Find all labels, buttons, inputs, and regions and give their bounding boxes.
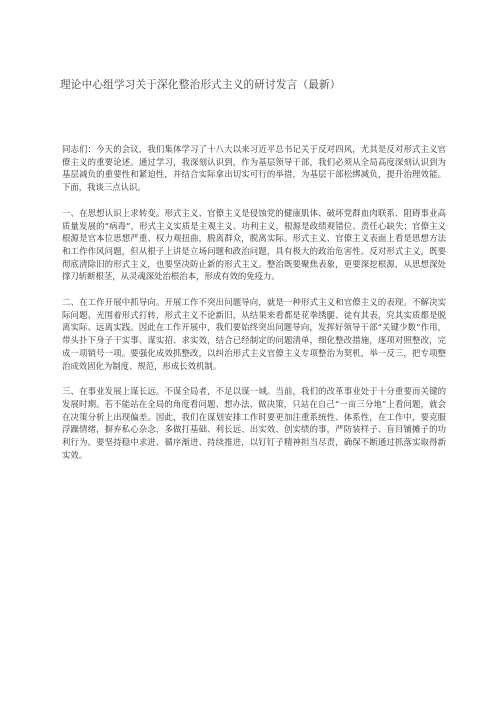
document-title: 理论中心组学习关于深化整治形式主义的研讨发言（最新） — [60, 79, 341, 91]
document-body — [62, 143, 446, 474]
paragraph-opening: 同志们：今天的会议，我们集体学习了十八大以来习近平总书记关于反对四风，尤其是反对形式主义官僚主义的重要论述。通过学习，我深刻认识到，作为基层领导干部，我们必须从全局高度深刻认识到为基层减负的重要性和紧迫性，并结合实际拿出切实可行的举措，为基层干部松绑减负，提升治理效能。下面，我谈三点认识。 — [62, 144, 446, 193]
paragraph-point-three: 三、在事业发展上谋长远。不谋全局者，不足以谋一域。当前，我们的改革事业处于十分重要而关键的发展时期。若不能站在全局的角度看问题、想办法、做决策，只站在自己“一亩三分地”上看问题，就会在决策分析上出现偏差。因此，我们在谋划安排工作时要更加注重系统性、体系性，在工作中，要克服浮躁情绪，摒弃私心杂念，多做打基础、利长远、出实效、创实绩的事，严防装样子、盲目铺摊子的功利行为。要坚持稳中求进、循序渐进、持续推进，以钉钉子精神担当尽责，确保不断通过抓落实取得新实效。 — [62, 386, 446, 460]
paragraph-point-one: 一、在思想认识上求转变。形式主义、官僚主义是侵蚀党的健康肌体、破坏党群血肉联系、阻碍事业高质量发展的“病毒”，形式主义实质是主观主义、功利主义，根源是政绩观错位、责任心缺失；官僚主义根源是官本位思想严重、权力观扭曲，脱离群众，脱离实际。形式主义、官僚主义表面上看是思想方法和工作作风问题，但从根子上讲是立场问题和政治问题，具有极大的政治危害性。反对形式主义，既要彻底清除旧的形式主义，也要坚决防止新的形式主义。整治既要聚焦表象，更要深挖根源，从思想深处撑刀斩断根茎，从灵魂深处治根治本，形成有效的免疫力。 — [62, 207, 446, 282]
paragraph-point-two: 二、在工作开展中抓导向。开展工作不突出问题导向，就是一种形式主义和官僚主义的表现。不解决实际问题、光围着形式打转，形式主义不论新旧，从结果来看都是花拳绣腿、徒有其表，究其实质都是脱离实际、远离实践。因此在工作开展中，我们要始终突出问题导向，发挥好领导干部“关键少数”作用，带头扑下身子干实事、谋实招、求实效，结合已经制定的问题清单，细化整改措施，逐项对照整改，完成一项销号一项。要强化成效抓整改，以纠治形式主义官僚主义专项整治为契机，举一反三，把专项整治成效固化为制度、规范，形成长效机制。 — [62, 297, 446, 371]
